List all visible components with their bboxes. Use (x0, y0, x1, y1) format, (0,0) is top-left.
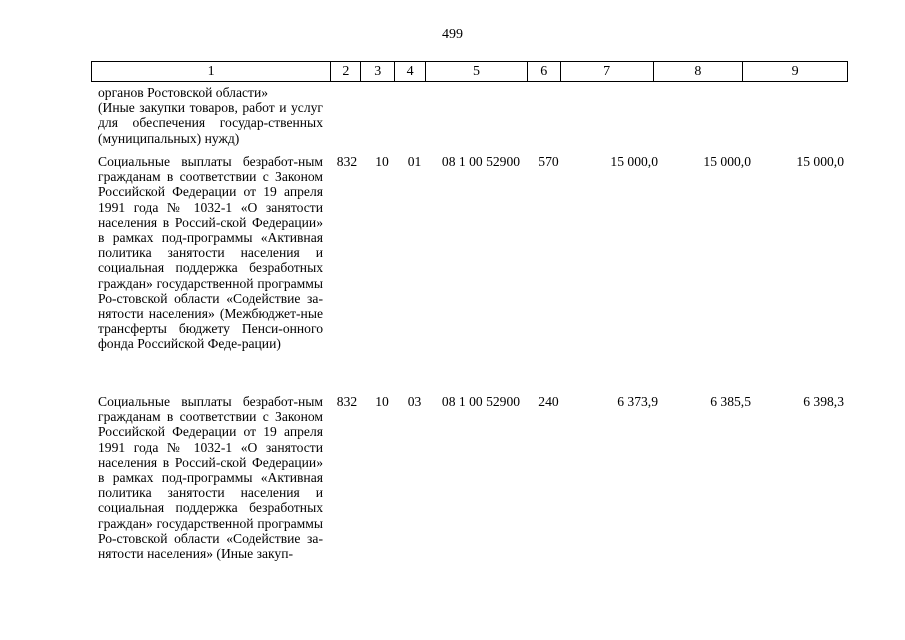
row-subsection-code: 03 (407, 394, 422, 409)
header-col-6: 6 (528, 62, 561, 81)
row-subsection-code: 01 (407, 154, 422, 169)
header-col-1: 1 (92, 62, 331, 81)
row-target-article: 08 1 00 52900 (441, 154, 521, 169)
row-amount-col-7: 6 373,9 (617, 394, 658, 409)
table-row-description: Социальные выплаты безработ-ным гражданам в соответствии с Законом Российской Федерации от 19 апреля 1991 года № 1032-1 «О занятости населения в Россий-ской Федерации» в рамках под-программы «Активная политика занятости населения и социальная поддержка безработных граждан» государственной программы Ро-стовской области «Содействие за-нятости населения» (Иные закуп- (98, 394, 323, 562)
header-col-4: 4 (395, 62, 426, 81)
row-amount-col-7: 15 000,0 (610, 154, 658, 169)
table-row-description: органов Ростовской области» (Иные закупки товаров, работ и услуг для обеспечения государ-ственных (муниципальных) нужд) (98, 85, 323, 146)
row-section-code: 10 (375, 394, 389, 409)
table-row-description: Социальные выплаты безработ-ным гражданам в соответствии с Законом Российской Федерации от 19 апреля 1991 года № 1032-1 «О занятости населения в Россий-ской Федерации» в рамках под-программы «Активная политика занятости населения и социальная поддержка безработных граждан» государственной программы Ро-стовской области «Содействие за-нятости населения» (Межбюджет-ные трансферты бюджету Пенси-онного фонда Российской Феде-рации) (98, 154, 323, 352)
row-ministry-code: 832 (336, 394, 358, 409)
header-col-5: 5 (426, 62, 528, 81)
header-col-7: 7 (561, 62, 654, 81)
row-amount-col-9: 15 000,0 (796, 154, 844, 169)
header-col-9: 9 (791, 64, 799, 79)
row-amount-col-9: 6 398,3 (803, 394, 844, 409)
header-col-8: 8 (654, 62, 744, 81)
page-number: 499 (442, 27, 463, 42)
row-amount-col-8: 15 000,0 (703, 154, 751, 169)
row-amount-col-8: 6 385,5 (710, 394, 751, 409)
row-target-article: 08 1 00 52900 (441, 394, 521, 409)
header-col-3: 3 (361, 62, 395, 81)
row-expense-type: 570 (538, 154, 559, 169)
row-ministry-code: 832 (336, 154, 358, 169)
row-section-code: 10 (375, 154, 389, 169)
header-col-2: 2 (331, 62, 361, 81)
row-expense-type: 240 (538, 394, 559, 409)
table-header (91, 61, 848, 82)
